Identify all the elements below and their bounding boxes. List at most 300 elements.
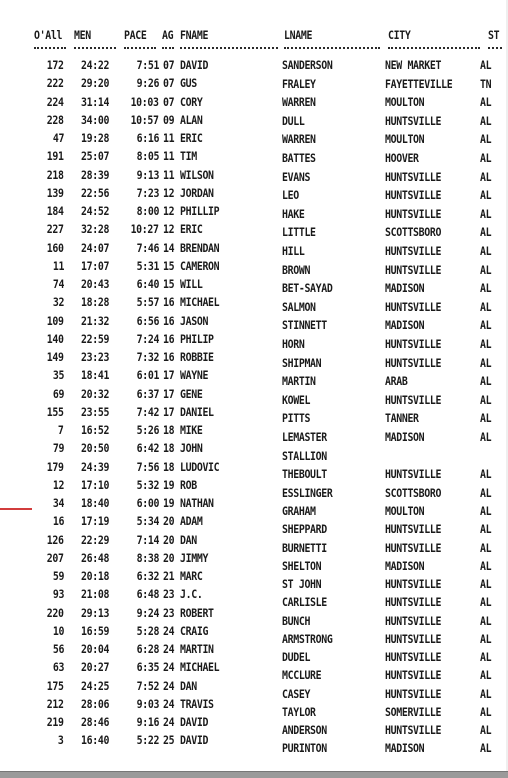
cell-men: 23:55 [81, 404, 110, 419]
cell-overall: 140 [47, 331, 64, 346]
cell-lname: BURNETTI [282, 540, 327, 555]
cell-overall: 3 [58, 733, 64, 748]
cell-ag: 18 [163, 423, 175, 437]
cell-ag: 15 [163, 258, 175, 273]
cell-city: HUNTSVILLE [385, 723, 442, 737]
cell-overall: 175 [47, 678, 64, 693]
cell-lname: BATTES [282, 151, 316, 165]
cell-men: 22:56 [81, 185, 110, 200]
header-rule [0, 41, 508, 57]
cell-overall: 16 [52, 514, 64, 529]
cell-city: HUNTSVILLE [385, 262, 442, 277]
highlight-marker [0, 508, 32, 510]
cell-men: 25:07 [81, 149, 110, 164]
cell-city: TANNER [385, 411, 419, 426]
cell-fname: WILSON [180, 167, 214, 182]
cell-st: AL [480, 741, 492, 756]
cell-overall: 160 [47, 240, 64, 255]
table-row [0, 149, 508, 165]
cell-pace: 5:31 [136, 258, 159, 273]
cell-men: 17:07 [81, 258, 110, 273]
rule-fname [180, 47, 278, 49]
cell-overall: 32 [52, 295, 64, 310]
cell-ag: 11 [163, 149, 175, 164]
cell-ag: 19 [163, 477, 175, 492]
cell-lname: PURINTON [282, 741, 327, 756]
cell-overall: 12 [52, 477, 64, 492]
cell-st: AL [480, 595, 492, 610]
table-row [0, 715, 508, 737]
cell-pace: 6:40 [136, 277, 159, 291]
table-row [0, 441, 508, 463]
cell-lname: HILL [282, 244, 305, 258]
cell-lname: SALMON [282, 299, 316, 314]
cell-city: MADISON [385, 430, 425, 444]
cell-city: HUNTSVILLE [385, 650, 442, 664]
cell-st: AL [480, 723, 492, 737]
cell-city: MADISON [385, 281, 425, 296]
cell-st: AL [480, 169, 492, 184]
cell-men: 24:52 [81, 204, 110, 218]
cell-city: HUNTSVILLE [385, 206, 442, 221]
cell-pace: 7:23 [136, 185, 159, 200]
header-fname: FNAME [180, 28, 209, 42]
cell-fname: DANIEL [180, 404, 214, 419]
cell-st: AL [480, 262, 492, 277]
cell-men: 16:52 [81, 423, 110, 437]
table-row [0, 259, 508, 275]
cell-st: AL [480, 613, 492, 628]
cell-pace: 8:00 [136, 204, 159, 218]
header-lname: LNAME [284, 28, 313, 42]
cell-st: AL [480, 244, 492, 258]
cell-st: AL [480, 355, 492, 370]
cell-pace: 8:38 [136, 550, 159, 565]
header-st: ST [488, 28, 500, 42]
cell-overall: 47 [52, 131, 64, 145]
table-row [0, 605, 508, 628]
table-row [0, 550, 508, 573]
table-row [0, 222, 508, 238]
cell-st: AL [480, 206, 492, 221]
rule-st [488, 47, 502, 49]
cell-st: AL [480, 686, 492, 701]
cell-fname: GUS [180, 76, 197, 91]
cell-st: AL [480, 151, 492, 165]
cell-overall: 56 [52, 642, 64, 656]
cell-men: 26:48 [81, 550, 110, 565]
cell-pace: 7:42 [136, 404, 159, 419]
cell-ag: 21 [163, 569, 175, 583]
cell-city: HUNTSVILLE [385, 244, 442, 258]
cell-fname: PHILIP [180, 331, 214, 346]
cell-city: MADISON [385, 741, 425, 756]
cell-ag: 24 [163, 623, 175, 638]
cell-pace: 5:26 [136, 423, 159, 437]
cell-st: AL [480, 522, 492, 537]
cell-men: 20:50 [81, 441, 110, 456]
cell-fname: CORY [180, 94, 203, 109]
cell-men: 18:28 [81, 295, 110, 310]
cell-st: TN [480, 76, 492, 91]
table-row [0, 623, 508, 646]
cell-lname: SHEPPARD [282, 522, 327, 537]
cell-overall: 228 [47, 112, 64, 127]
cell-fname: DAVID [180, 715, 209, 729]
cell-city: HUNTSVILLE [385, 577, 442, 591]
cell-lname: HORN [282, 337, 305, 351]
cell-ag: 18 [163, 459, 175, 474]
cell-lname: PITTS [282, 411, 311, 426]
cell-pace: 5:34 [136, 514, 159, 529]
cell-men: 20:27 [81, 660, 110, 675]
cell-pace: 7:51 [136, 58, 159, 72]
cell-fname: DAVID [180, 733, 209, 748]
cell-lname: EVANS [282, 169, 311, 184]
rule-pace [124, 47, 156, 49]
cell-lname: CARLISLE [282, 595, 327, 610]
cell-fname: ERIC [180, 131, 203, 145]
rule-lname [284, 47, 380, 49]
cell-men: 20:18 [81, 569, 110, 583]
cell-ag: 19 [163, 496, 175, 510]
cell-overall: 69 [52, 386, 64, 401]
rule-ag [162, 47, 174, 49]
cell-st: AL [480, 504, 492, 518]
rule-men [74, 47, 116, 49]
table-row [0, 423, 508, 444]
cell-fname: JORDAN [180, 185, 214, 200]
cell-st: AL [480, 374, 492, 389]
cell-st: AL [480, 392, 492, 407]
cell-men: 29:13 [81, 605, 110, 620]
cell-ag: 16 [163, 313, 175, 328]
cell-pace: 6:35 [136, 660, 159, 675]
cell-city: HUNTSVILLE [385, 467, 442, 482]
cell-pace: 6:28 [136, 642, 159, 656]
table-row [0, 642, 508, 664]
cell-men: 28:06 [81, 696, 110, 711]
cell-fname: JASON [180, 313, 209, 328]
cell-fname: DAN [180, 532, 197, 547]
cell-men: 18:40 [81, 496, 110, 510]
cell-men: 20:32 [81, 386, 110, 401]
table-row [0, 204, 508, 220]
cell-overall: 126 [47, 532, 64, 547]
cell-city: HUNTSVILLE [385, 392, 442, 407]
cell-men: 24:07 [81, 240, 110, 255]
cell-men: 21:08 [81, 587, 110, 602]
cell-st: AL [480, 540, 492, 555]
cell-city: HUNTSVILLE [385, 686, 442, 701]
cell-ag: 12 [163, 222, 175, 237]
cell-men: 22:59 [81, 331, 110, 346]
cell-overall: 218 [47, 167, 64, 182]
cell-lname: CASEY [282, 686, 311, 701]
cell-ag: 16 [163, 350, 175, 364]
cell-men: 22:29 [81, 532, 110, 547]
cell-pace: 7:14 [136, 532, 159, 547]
cell-overall: 10 [52, 623, 64, 638]
cell-pace: 10:03 [130, 94, 159, 109]
cell-lname: MARTIN [282, 374, 316, 389]
cell-men: 24:25 [81, 678, 110, 693]
cell-st: AL [480, 132, 492, 147]
table-row [0, 95, 508, 111]
cell-ag: 25 [163, 733, 175, 748]
table-row [0, 113, 508, 129]
cell-overall: 227 [47, 222, 64, 237]
cell-pace: 8:05 [136, 149, 159, 164]
table-row [0, 58, 508, 74]
cell-overall: 222 [47, 76, 64, 91]
cell-city: NEW MARKET [385, 58, 442, 72]
cell-city: MOULTON [385, 95, 425, 110]
cell-st: AL [480, 299, 492, 314]
cell-men: 31:14 [81, 94, 110, 109]
cell-overall: 11 [52, 258, 64, 273]
cell-ag: 18 [163, 441, 175, 456]
cell-fname: MIKE [180, 423, 203, 437]
cell-pace: 6:01 [136, 368, 159, 383]
cell-st: AL [480, 704, 492, 719]
cell-fname: CRAIG [180, 623, 209, 638]
cell-pace: 6:32 [136, 569, 159, 583]
header-overall: O'All [34, 28, 63, 42]
cell-fname: GENE [180, 386, 203, 401]
cell-pace: 6:00 [136, 496, 159, 510]
cell-city: HUNTSVILLE [385, 522, 442, 537]
cell-fname: JIMMY [180, 550, 209, 565]
cell-city: HUNTSVILLE [385, 337, 442, 351]
cell-lname: ARMSTRONG [282, 631, 333, 646]
cell-men: 34:00 [81, 112, 110, 127]
cell-overall: 59 [52, 569, 64, 583]
header-city: CITY [388, 28, 411, 42]
table-row [0, 131, 508, 147]
cell-city: HUNTSVILLE [385, 188, 442, 203]
cell-overall: 109 [47, 313, 64, 328]
table-row [0, 76, 508, 92]
table-row [0, 678, 508, 701]
cell-city: HUNTSVILLE [385, 169, 442, 184]
table-row [0, 532, 508, 555]
rule-overall [34, 47, 66, 49]
cell-city: HUNTSVILLE [385, 299, 442, 314]
cell-pace: 7:32 [136, 350, 159, 364]
cell-lname: FRALEY [282, 76, 316, 91]
cell-ag: 09 [163, 112, 175, 127]
cell-men: 20:43 [81, 277, 110, 291]
cell-overall: 74 [52, 277, 64, 291]
cell-lname: ANDERSON [282, 723, 327, 737]
cell-overall: 7 [58, 423, 64, 437]
cell-overall: 184 [47, 204, 64, 218]
cell-fname: PHILLIP [180, 204, 220, 218]
cell-ag: 24 [163, 678, 175, 693]
table-row [0, 386, 508, 407]
cell-men: 23:23 [81, 350, 110, 364]
cell-men: 17:19 [81, 514, 110, 529]
table-row [0, 313, 508, 333]
cell-men: 29:20 [81, 76, 110, 91]
cell-fname: J.C. [180, 587, 203, 602]
cell-pace: 7:24 [136, 331, 159, 346]
cell-fname: LUDOVIC [180, 459, 220, 474]
cell-overall: 63 [52, 660, 64, 675]
table-row [0, 696, 508, 719]
cell-city: SOMERVILLE [385, 704, 442, 719]
cell-pace: 10:57 [130, 112, 159, 127]
cell-city: HUNTSVILLE [385, 668, 442, 683]
cell-overall: 212 [47, 696, 64, 711]
cell-city: MOULTON [385, 132, 425, 147]
cell-lname: LEO [282, 188, 299, 203]
cell-overall: 155 [47, 404, 64, 419]
table-row [0, 368, 508, 389]
cell-ag: 20 [163, 550, 175, 565]
cell-st: AL [480, 337, 492, 351]
cell-ag: 23 [163, 587, 175, 602]
cell-fname: ALAN [180, 112, 203, 127]
cell-fname: ADAM [180, 514, 203, 529]
table-row [0, 331, 508, 351]
cell-st: AL [480, 113, 492, 128]
cell-st: AL [480, 577, 492, 591]
cell-pace: 6:48 [136, 587, 159, 602]
cell-pace: 6:56 [136, 313, 159, 328]
table-row [0, 404, 508, 426]
cell-ag: 23 [163, 605, 175, 620]
cell-lname: BUNCH [282, 613, 311, 628]
cell-overall: 35 [52, 368, 64, 383]
cell-ag: 24 [163, 660, 175, 675]
cell-men: 18:41 [81, 368, 110, 383]
cell-pace: 5:57 [136, 295, 159, 310]
cell-overall: 79 [52, 441, 64, 456]
cell-city: MADISON [385, 558, 425, 573]
cell-fname: WAYNE [180, 368, 209, 383]
cell-ag: 11 [163, 131, 175, 145]
cell-st: AL [480, 281, 492, 296]
cell-lname: DULL [282, 113, 305, 128]
cell-overall: 149 [47, 350, 64, 364]
table-row [0, 350, 508, 370]
cell-fname: DAN [180, 678, 197, 693]
table-row [0, 660, 508, 683]
cell-fname: BRENDAN [180, 240, 220, 255]
cell-overall: 191 [47, 149, 64, 164]
cell-overall: 93 [52, 587, 64, 602]
cell-fname: WILL [180, 277, 203, 291]
cell-men: 16:40 [81, 733, 110, 748]
cell-lname: KOWEL [282, 392, 311, 407]
cell-ag: 24 [163, 642, 175, 656]
cell-men: 16:59 [81, 623, 110, 638]
cell-st: AL [480, 650, 492, 664]
cell-ag: 15 [163, 277, 175, 291]
cell-lname: MCCLURE [282, 668, 322, 683]
cell-st: AL [480, 668, 492, 683]
cell-st: AL [480, 411, 492, 426]
cell-pace: 9:24 [136, 605, 159, 620]
cell-ag: 07 [163, 58, 175, 72]
table-row [0, 295, 508, 314]
cell-pace: 6:16 [136, 131, 159, 145]
cell-fname: ROB [180, 477, 197, 492]
cell-lname: SHELTON [282, 558, 322, 573]
cell-men: 17:10 [81, 477, 110, 492]
cell-ag: 24 [163, 696, 175, 711]
rule-city [388, 47, 480, 49]
cell-fname: TIM [180, 149, 197, 164]
cell-pace: 5:22 [136, 733, 159, 748]
bottom-border [0, 771, 508, 778]
cell-overall: 34 [52, 496, 64, 510]
cell-lname: HAKE [282, 206, 305, 221]
cell-pace: 6:37 [136, 386, 159, 401]
cell-city: HUNTSVILLE [385, 540, 442, 555]
cell-city: SCOTTSBORO [385, 485, 442, 500]
cell-ag: 17 [163, 386, 175, 401]
cell-city: HUNTSVILLE [385, 595, 442, 610]
cell-ag: 24 [163, 715, 175, 729]
cell-lname: BET-SAYAD [282, 281, 333, 296]
cell-overall: 172 [47, 58, 64, 72]
cell-ag: 14 [163, 240, 175, 255]
table-row [0, 733, 508, 756]
cell-city: HUNTSVILLE [385, 113, 442, 128]
cell-fname: MARTIN [180, 642, 214, 656]
cell-ag: 17 [163, 404, 175, 419]
cell-pace: 6:42 [136, 441, 159, 456]
cell-st: AL [480, 467, 492, 482]
table-row [0, 459, 508, 482]
cell-lname: THEBOULT [282, 467, 327, 482]
cell-pace: 7:56 [136, 459, 159, 474]
cell-lname: TAYLOR [282, 704, 316, 719]
cell-lname: WARREN [282, 95, 316, 110]
cell-fname: DAVID [180, 58, 209, 72]
cell-st: AL [480, 485, 492, 500]
table-row [0, 168, 508, 184]
cell-overall: 220 [47, 605, 64, 620]
cell-st: AL [480, 318, 492, 333]
cell-pace: 7:46 [136, 240, 159, 255]
cell-overall: 219 [47, 715, 64, 729]
cell-overall: 179 [47, 459, 64, 474]
cell-city: HOOVER [385, 151, 419, 165]
cell-city: SCOTTSBORO [385, 225, 442, 240]
cell-fname: JOHN [180, 441, 203, 456]
cell-men: 19:28 [81, 131, 110, 145]
cell-pace: 5:28 [136, 623, 159, 638]
table-row [0, 587, 508, 610]
cell-ag: 07 [163, 94, 175, 109]
cell-pace: 5:32 [136, 477, 159, 492]
cell-city: MOULTON [385, 504, 425, 518]
cell-fname: NATHAN [180, 496, 214, 510]
cell-lname: ST JOHN [282, 577, 322, 591]
cell-pace: 9:16 [136, 715, 159, 729]
cell-st: AL [480, 631, 492, 646]
cell-ag: 17 [163, 368, 175, 383]
cell-lname: WARREN [282, 132, 316, 147]
cell-lname: BROWN [282, 262, 311, 277]
cell-overall: 224 [47, 94, 64, 109]
cell-st: AL [480, 225, 492, 240]
cell-men: 20:04 [81, 642, 110, 656]
